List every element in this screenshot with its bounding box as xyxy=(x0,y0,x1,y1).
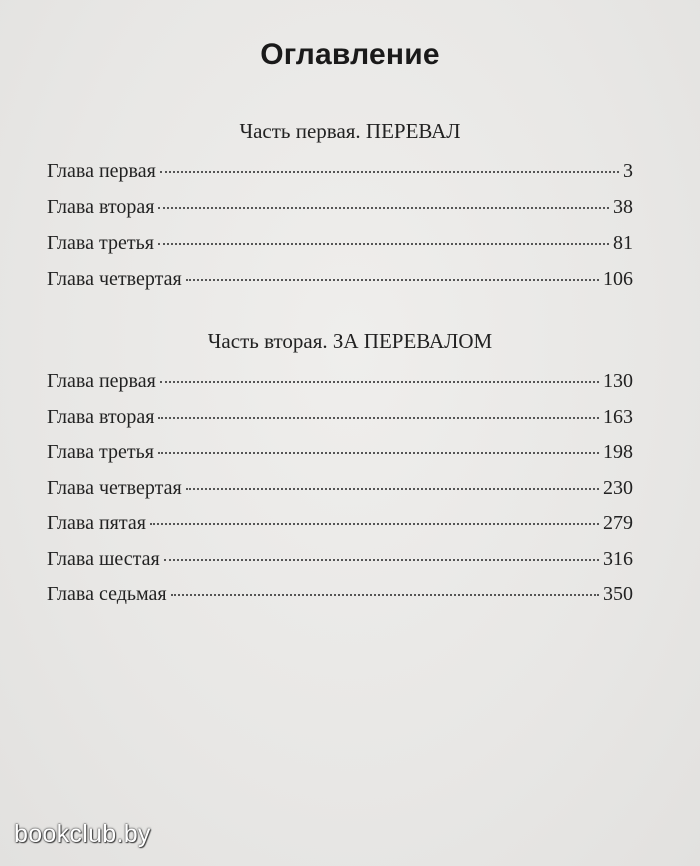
dot-leader xyxy=(186,279,599,281)
page-number: 163 xyxy=(603,405,633,428)
dot-leader xyxy=(160,171,619,173)
dot-leader xyxy=(158,452,599,454)
chapter-label: Глава шестая xyxy=(47,547,160,570)
toc-list xyxy=(47,370,633,619)
toc-entry xyxy=(47,406,633,442)
toc-entry xyxy=(47,441,633,477)
chapter-label: Глава седьмая xyxy=(47,583,167,605)
page-title: Оглавление xyxy=(260,38,440,71)
part-heading: Часть первая. ПЕРЕВАЛ xyxy=(239,119,461,143)
toc-entry xyxy=(47,477,633,513)
chapter-label: Глава четвертая xyxy=(47,268,182,290)
chapter-label: Глава четвертая xyxy=(47,476,182,499)
page-number: 3 xyxy=(623,160,633,182)
dot-leader xyxy=(158,417,599,419)
chapter-label: Глава первая xyxy=(47,370,156,392)
dot-leader xyxy=(158,207,609,209)
page-number: 81 xyxy=(613,232,633,254)
page-number: 130 xyxy=(603,370,633,392)
dot-leader xyxy=(171,594,599,596)
dot-leader xyxy=(150,523,599,525)
dot-leader xyxy=(158,243,609,245)
toc-entry xyxy=(47,160,633,196)
toc-entry xyxy=(47,512,633,548)
dot-leader xyxy=(164,559,599,561)
toc-entry xyxy=(47,583,633,619)
page-number: 230 xyxy=(603,476,633,499)
chapter-label: Глава третья xyxy=(47,441,154,463)
page-number: 38 xyxy=(613,196,633,218)
chapter-label: Глава третья xyxy=(47,232,154,254)
chapter-label: Глава пятая xyxy=(47,512,146,534)
site-watermark: bookclub.by xyxy=(14,820,151,848)
toc-entry xyxy=(47,196,633,232)
toc-entry xyxy=(47,232,633,268)
page-number: 106 xyxy=(603,268,633,290)
toc-entry xyxy=(47,548,633,584)
dot-leader xyxy=(160,381,599,383)
chapter-label: Глава вторая xyxy=(47,196,155,218)
page-number: 316 xyxy=(603,547,633,570)
toc-entry xyxy=(47,370,633,406)
dot-leader xyxy=(186,488,599,490)
page-number: 350 xyxy=(603,583,633,605)
chapter-label: Глава первая xyxy=(47,160,156,182)
toc-list xyxy=(47,160,633,304)
page-number: 279 xyxy=(603,512,633,534)
part-heading: Часть вторая. ЗА ПЕРЕВАЛОМ xyxy=(207,329,493,353)
chapter-label: Глава вторая xyxy=(47,405,155,428)
page-number: 198 xyxy=(603,441,633,463)
toc-entry xyxy=(47,268,633,304)
